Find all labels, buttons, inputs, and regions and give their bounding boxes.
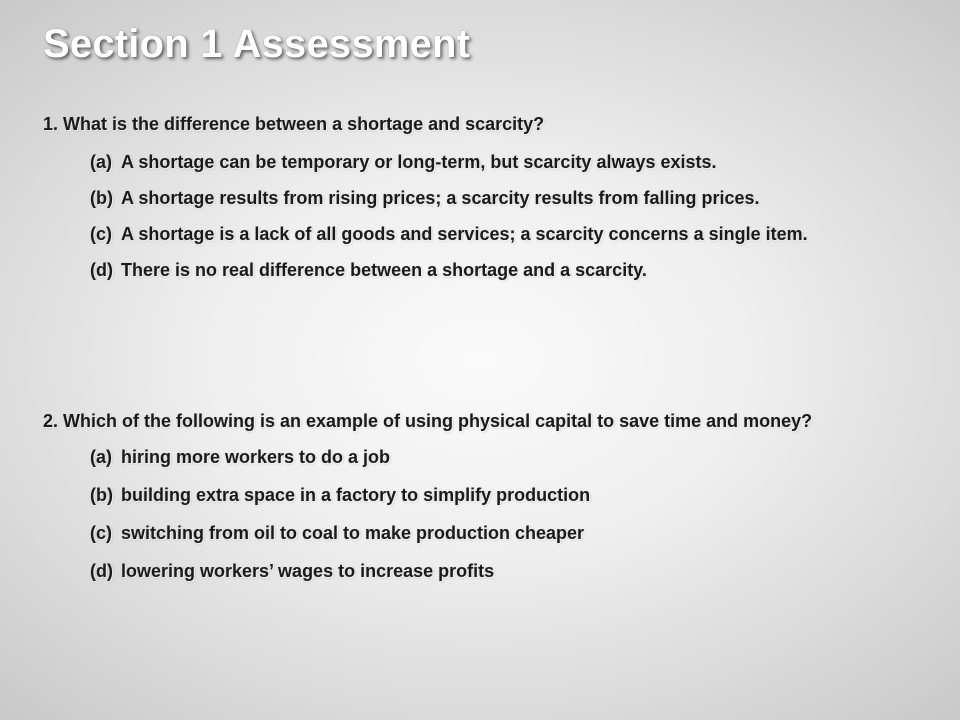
question-1 [43, 113, 903, 281]
option-text: There is no real difference between a shortage and a scarcity. [121, 260, 647, 280]
answer-option-b[interactable] [90, 187, 906, 209]
option-text: building extra space in a factory to simplify production [121, 485, 591, 505]
answer-option-b[interactable] [90, 484, 906, 506]
option-letter: (d) [90, 561, 113, 581]
option-letter: (d) [90, 260, 113, 280]
option-letter: (b) [90, 485, 113, 505]
answer-options [43, 151, 903, 281]
option-text: switching from oil to coal to make production cheaper [121, 523, 585, 543]
slide-title: Section 1 Assessment [43, 22, 471, 66]
option-text: A shortage can be temporary or long-term, but scarcity always exists. [121, 152, 717, 172]
answer-option-c[interactable] [90, 223, 906, 245]
answer-option-a[interactable] [90, 446, 906, 468]
option-text: A shortage results from rising prices; a scarcity results from falling prices. [121, 188, 760, 208]
answer-option-d[interactable] [90, 259, 906, 281]
option-letter: (c) [90, 224, 112, 244]
option-letter: (a) [90, 152, 112, 172]
answer-option-a[interactable] [90, 151, 906, 173]
answer-option-c[interactable] [90, 522, 906, 544]
option-text: A shortage is a lack of all goods and services; a scarcity concerns a single item. [121, 224, 808, 244]
answer-options [43, 446, 903, 582]
option-letter: (c) [90, 523, 112, 543]
answer-option-d[interactable] [90, 560, 906, 582]
option-letter: (a) [90, 447, 112, 467]
option-text: hiring more workers to do a job [121, 447, 391, 467]
option-text: lowering workers’ wages to increase profits [121, 561, 495, 581]
option-letter: (b) [90, 188, 113, 208]
question-stem: 1. What is the difference between a shortage and scarcity? [43, 114, 545, 134]
question-stem: 2. Which of the following is an example of using physical capital to save time and money? [43, 411, 813, 431]
question-2 [43, 410, 903, 582]
